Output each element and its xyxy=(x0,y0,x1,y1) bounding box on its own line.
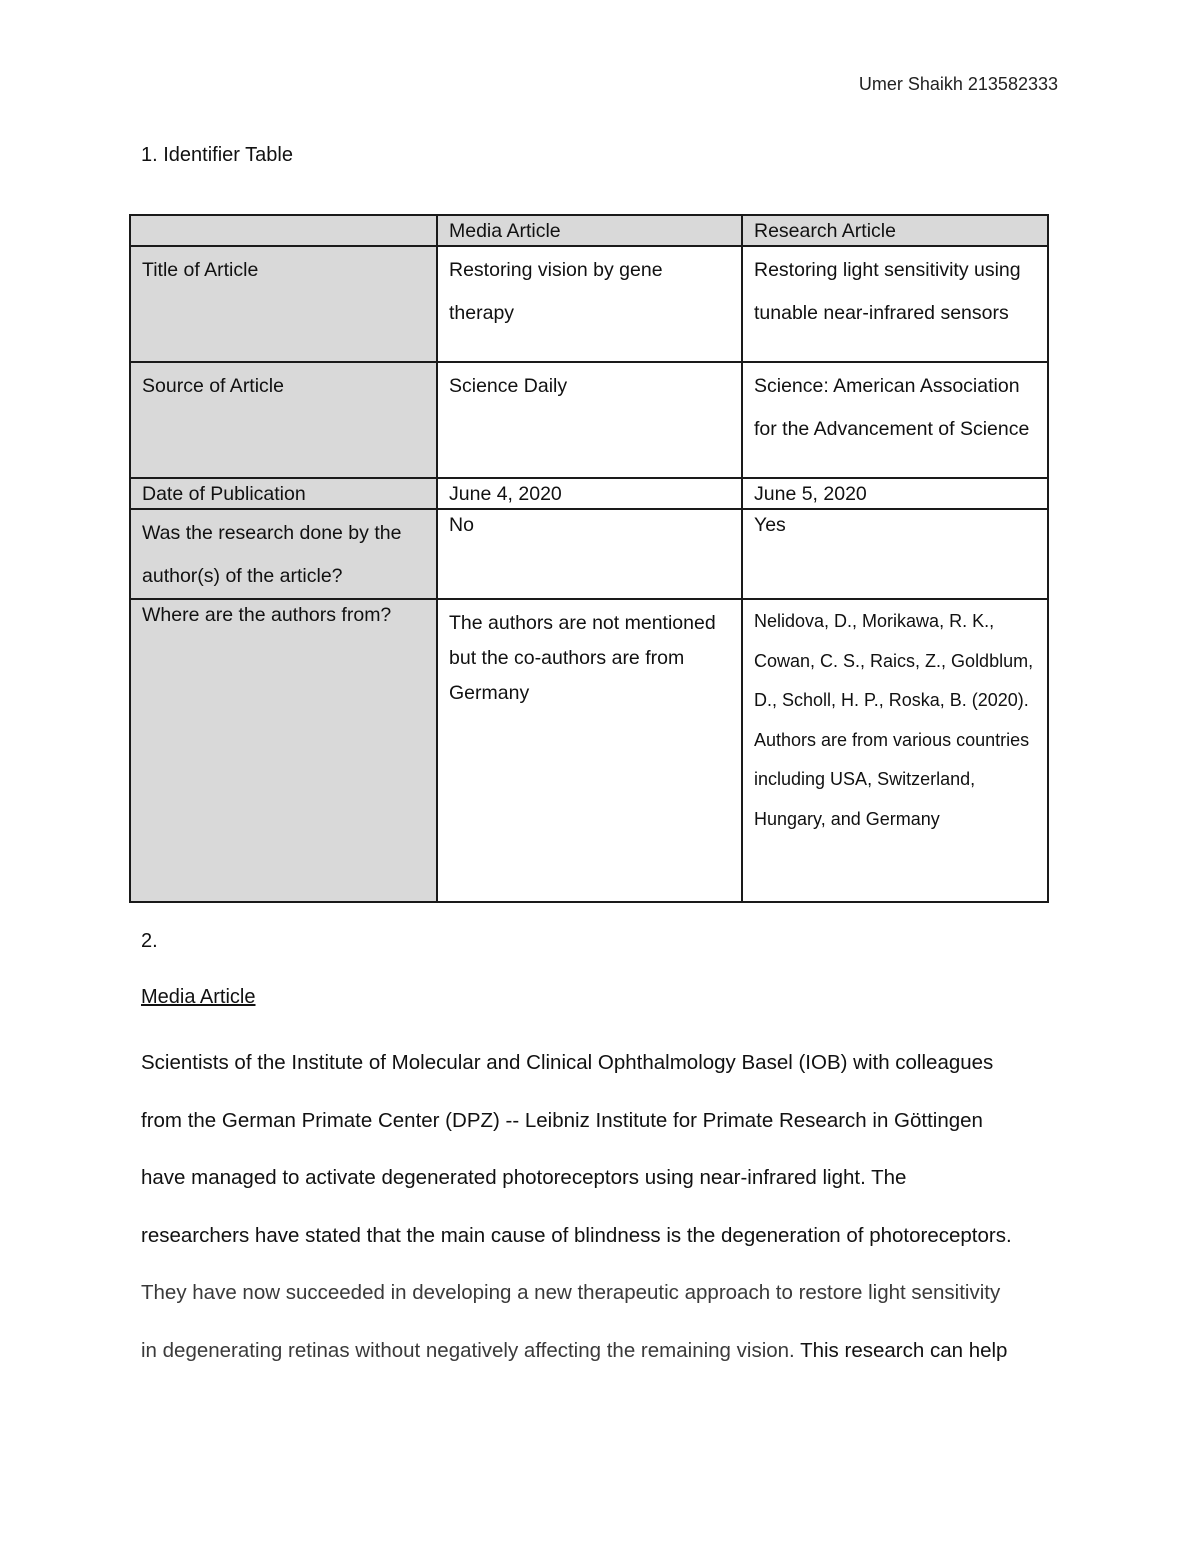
table-header-media-article: Media Article xyxy=(437,215,742,246)
cell-research-research-done: Yes xyxy=(742,509,1048,599)
media-article-paragraph xyxy=(141,1034,1066,1379)
table-header-row xyxy=(130,215,1048,246)
cell-media-source: Science Daily xyxy=(437,362,742,478)
table-row-source xyxy=(130,362,1048,478)
paragraph-line: Scientists of the Institute of Molecular and Clinical Ophthalmology Basel (IOB) with colleagues xyxy=(141,1051,994,1074)
row-label-date: Date of Publication xyxy=(130,478,437,509)
cell-media-title: Restoring vision by gene therapy xyxy=(437,246,742,362)
paragraph-line-segment: in degenerating retinas without negatively affecting the remaining vision. xyxy=(141,1338,795,1362)
row-label-authors-origin: Where are the authors from? xyxy=(130,599,437,902)
table-row-date xyxy=(130,478,1048,509)
research-authors-note: Authors are from various countries including USA, Switzerland, Hungary, and Germany xyxy=(754,729,1030,829)
paragraph-line: from the German Primate Center (DPZ) -- Leibniz Institute for Primate Research in Göttingen xyxy=(141,1108,983,1132)
cell-research-title: Restoring light sensitivity using tunable near-infrared sensors xyxy=(742,246,1048,362)
paragraph-line-segment: This research can help xyxy=(794,1338,1008,1362)
paragraph-line-last xyxy=(141,1322,1066,1380)
paragraph-line: They have now succeeded in developing a new therapeutic approach to restore light sensitivity xyxy=(141,1281,1001,1304)
cell-research-authors-origin xyxy=(742,599,1048,902)
paragraph-line: have managed to activate degenerated photoreceptors using near-infrared light. The xyxy=(141,1166,907,1189)
section-heading-identifier-table: 1. Identifier Table xyxy=(141,144,293,166)
row-label-title: Title of Article xyxy=(130,246,437,362)
table-header-empty xyxy=(130,215,437,246)
identifier-table xyxy=(129,214,1049,903)
cell-media-date: June 4, 2020 xyxy=(437,478,742,509)
media-article-subheading: Media Article xyxy=(141,986,256,1008)
cell-media-research-done: No xyxy=(437,509,742,599)
section-heading-2: 2. xyxy=(141,930,158,952)
page-header-author: Umer Shaikh 213582333 xyxy=(858,74,1058,94)
research-authors-citation: Nelidova, D., Morikawa, R. K., Cowan, C. S., Raics, Z., Goldblum, D., Scholl, H. P., Roska, B. (2020). xyxy=(754,611,1034,710)
table-row-title xyxy=(130,246,1048,362)
media-authors-text: The authors are not mentioned but the co-authors are from Germany xyxy=(449,612,716,704)
row-label-source: Source of Article xyxy=(130,362,437,478)
cell-research-date: June 5, 2020 xyxy=(742,478,1048,509)
row-label-research-done: Was the research done by the author(s) of the article? xyxy=(130,509,437,599)
cell-research-source: Science: American Association for the Advancement of Science xyxy=(742,362,1048,478)
table-header-research-article: Research Article xyxy=(742,215,1048,246)
paragraph-line: researchers have stated that the main cause of blindness is the degeneration of photoreceptors. xyxy=(141,1223,1012,1247)
table-row-research-done-by-authors xyxy=(130,509,1048,599)
cell-media-authors-origin xyxy=(437,599,742,902)
table-row-authors-origin xyxy=(130,599,1048,902)
